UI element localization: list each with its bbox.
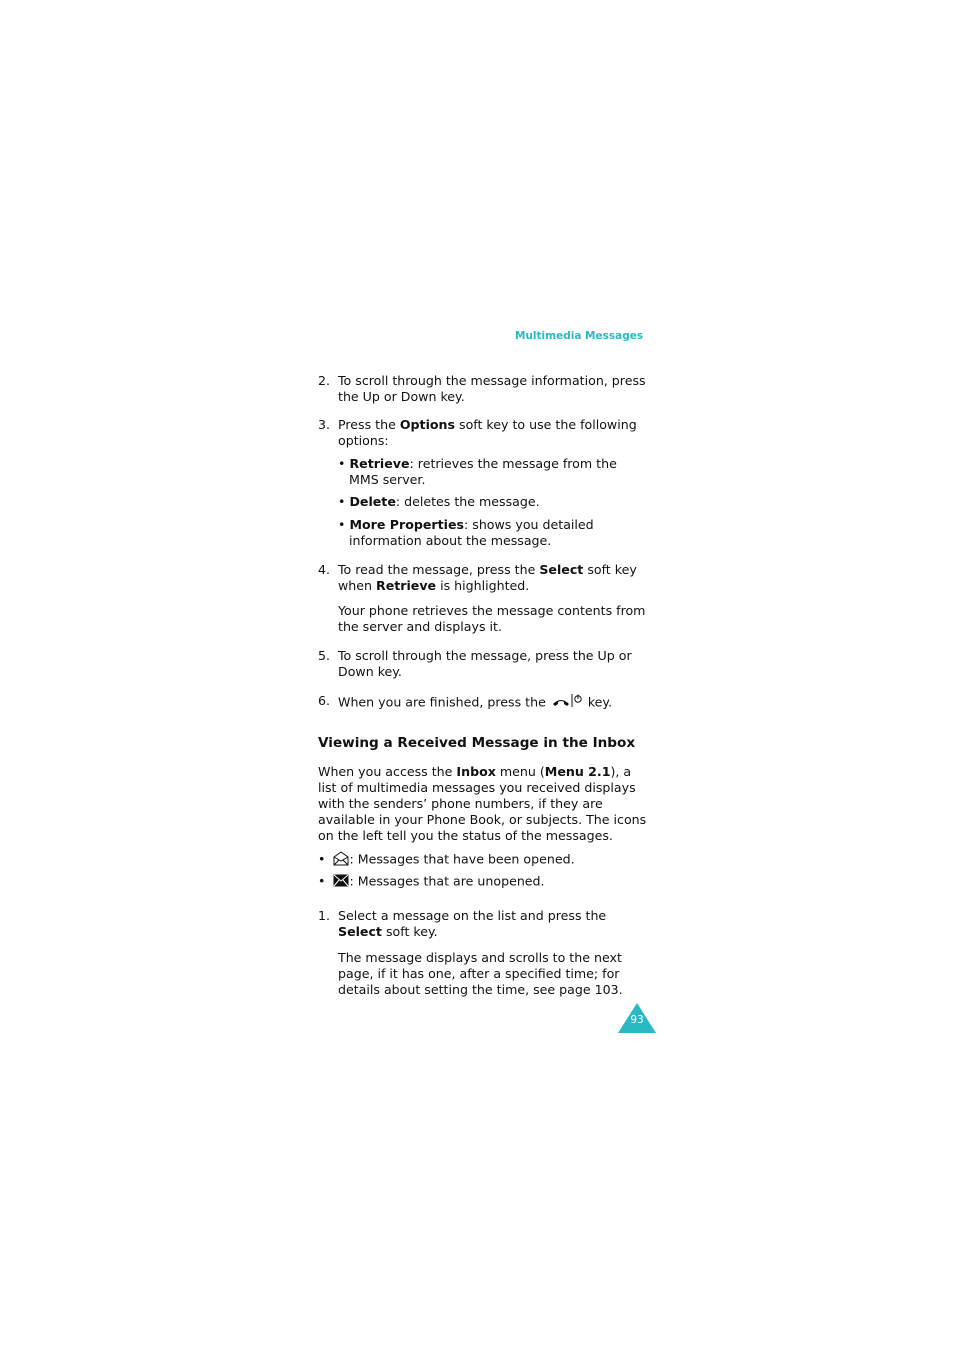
step-text: options:: [338, 433, 389, 448]
step-text: To scroll through the message, press the Up or: [338, 648, 632, 663]
step-number: 4.: [318, 562, 331, 577]
page-number: 93: [630, 1014, 644, 1026]
section-header: Multimedia Messages: [515, 330, 644, 342]
end-power-key-icon: [550, 693, 584, 713]
list-item: • More Properties: shows you detailed: [338, 517, 594, 532]
list-item-continued: information about the message.: [349, 533, 552, 548]
list-item: • : Messages that have been opened.: [318, 850, 575, 870]
step-text: To scroll through the message information, press: [338, 373, 646, 388]
section-heading: Viewing a Received Message in the Inbox: [318, 735, 636, 751]
list-item: • Delete: deletes the message.: [338, 494, 540, 509]
step-text: when Retrieve is highlighted.: [338, 578, 530, 593]
step-text: Select a message on the list and press the: [338, 908, 607, 923]
list-item: • : Messages that are unopened.: [318, 873, 545, 891]
list-item-continued: MMS server.: [349, 472, 426, 487]
step-number: 1.: [318, 908, 331, 923]
step-note: Your phone retrieves the message contents from: [338, 603, 646, 618]
step-text: Down key.: [338, 664, 402, 679]
step-text: To read the message, press the Select soft key: [338, 562, 637, 577]
step-number: 2.: [318, 373, 331, 388]
step-note: details about setting the time, see page 103.: [338, 982, 623, 997]
step-text: Press the Options soft key to use the following: [338, 417, 637, 432]
step-note: page, if it has one, after a specified time; for: [338, 966, 620, 981]
step-number: 3.: [318, 417, 331, 432]
opened-envelope-icon: [333, 850, 349, 870]
list-item: • Retrieve: retrieves the message from the: [338, 456, 617, 471]
step-note: the server and displays it.: [338, 619, 502, 634]
step-text: When you are finished, press the key.: [338, 693, 612, 713]
options-key-label: Options: [399, 417, 455, 432]
unopened-envelope-icon: [333, 873, 349, 891]
step-text: the Up or Down key.: [338, 389, 465, 404]
step-number: 5.: [318, 648, 331, 663]
step-note: The message displays and scrolls to the next: [338, 950, 622, 965]
step-text: Select soft key.: [338, 924, 438, 939]
step-number: 6.: [318, 693, 331, 708]
